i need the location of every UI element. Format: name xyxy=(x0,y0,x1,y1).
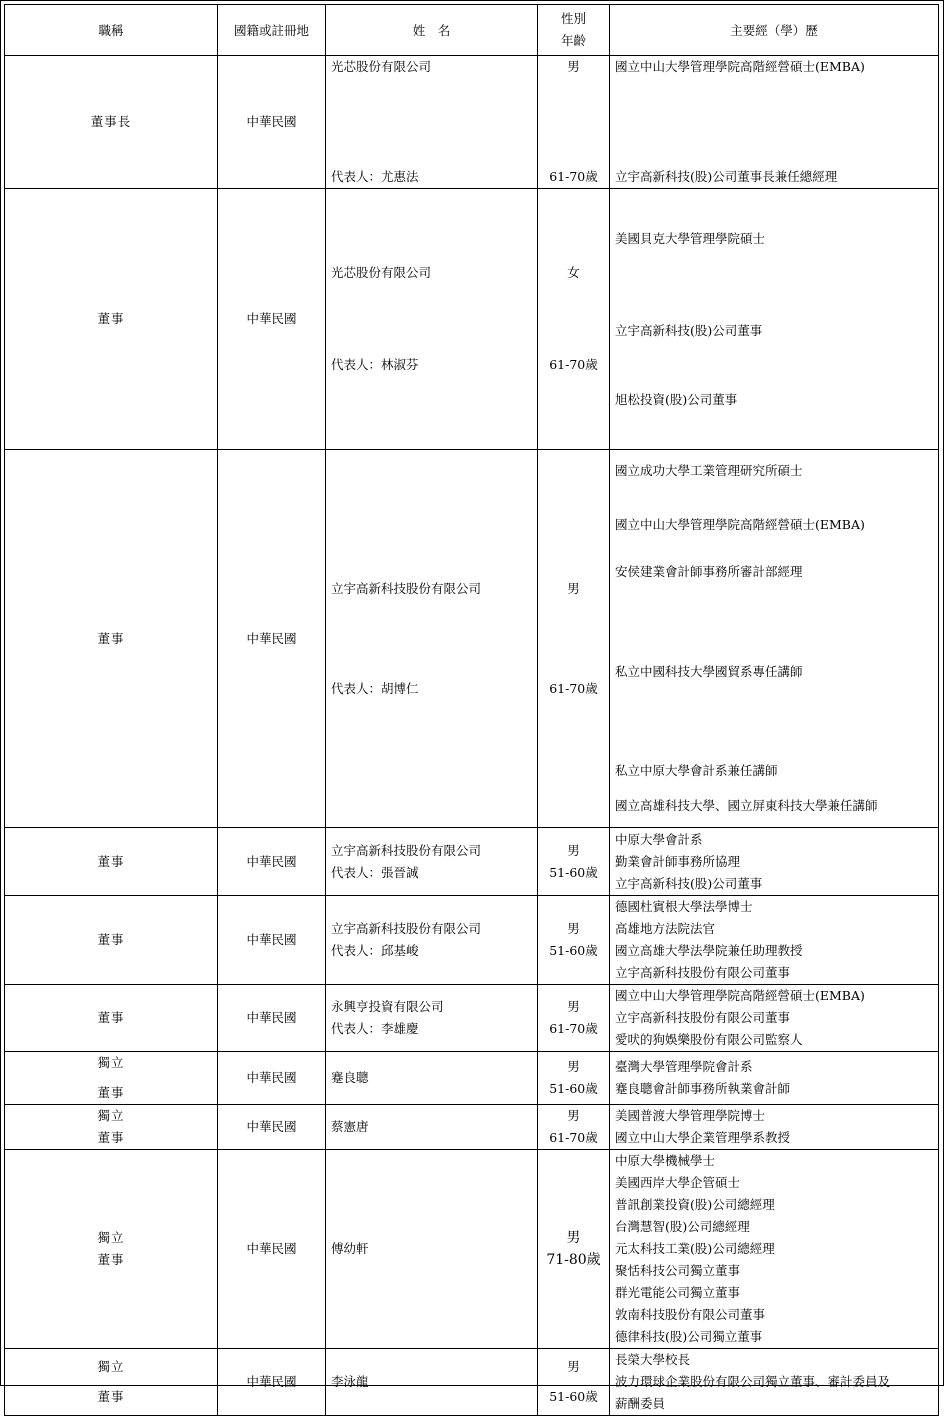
position-cell-line: 董事 xyxy=(97,853,125,869)
gender-age-cell-line: 男 xyxy=(566,1230,581,1246)
table-row xyxy=(5,450,939,828)
gender-age-cell-line: 男 xyxy=(567,1059,580,1074)
gender-age-cell xyxy=(538,450,610,828)
gender-age-cell-line: 51-60歲 xyxy=(549,1389,598,1404)
name-cell-line: 代表人：林淑芬 xyxy=(331,357,419,372)
experience-cell xyxy=(610,896,939,985)
position-cell-line: 獨立 xyxy=(97,1359,125,1374)
experience-cell-line: 德律科技(股)公司獨立董事 xyxy=(615,1329,763,1344)
position-cell-line: 董事 xyxy=(97,1085,125,1100)
experience-cell-line: 聚恬科技公司獨立董事 xyxy=(615,1263,741,1278)
experience-cell-line: 立宇高新科技(股)公司董事 xyxy=(615,875,763,891)
nationality-cell xyxy=(218,1052,326,1105)
position-cell-line: 董事 xyxy=(97,311,125,326)
position-cell xyxy=(5,56,218,189)
gender-age-cell-line: 男 xyxy=(567,1108,580,1123)
name-cell-line: 代表人：張晉誠 xyxy=(331,864,419,880)
name-cell-line: 代表人：李雄慶 xyxy=(331,1021,419,1036)
nationality-cell-line: 中華民國 xyxy=(246,932,297,947)
name-cell-line: 傅幼軒 xyxy=(331,1241,369,1256)
name-cell-line xyxy=(331,111,537,133)
experience-cell-line: 波力環球企業股份有限公司獨立董事、審計委員及 xyxy=(615,1374,891,1389)
header-gender: 性別 xyxy=(560,11,586,26)
experience-cell-line: 安侯建業會計師事務所審計部經理 xyxy=(615,564,803,579)
gender-age-cell xyxy=(538,896,610,985)
experience-cell-line: 蹇良聰會計師事務所執業會計師 xyxy=(615,1081,791,1096)
position-cell xyxy=(5,828,218,896)
position-cell-line: 董事 xyxy=(97,1130,125,1145)
experience-cell-line: 國立中山大學管理學院高階經營碩士(EMBA) xyxy=(615,988,865,1003)
table-row xyxy=(5,56,939,189)
nationality-cell-line: 中華民國 xyxy=(246,1374,297,1389)
table-row xyxy=(5,896,939,985)
experience-cell-line: 國立成功大學工業管理研究所碩士 xyxy=(615,463,803,478)
nationality-cell xyxy=(218,828,326,896)
name-cell xyxy=(326,1349,538,1416)
gender-age-cell-line: 男 xyxy=(567,1359,580,1374)
nationality-cell-line: 中華民國 xyxy=(246,1070,297,1085)
position-cell xyxy=(5,985,218,1052)
header-age: 年齡 xyxy=(560,33,586,48)
nationality-cell xyxy=(218,189,326,450)
position-cell xyxy=(5,189,218,450)
position-cell-line: 獨立 xyxy=(97,1055,125,1070)
name-cell-line: 立宇高新科技股份有限公司 xyxy=(331,921,482,936)
nationality-cell-line: 中華民國 xyxy=(246,311,297,326)
name-cell xyxy=(326,985,538,1052)
position-cell xyxy=(5,450,218,828)
name-cell-line: 永興亨投資有限公司 xyxy=(331,999,444,1014)
nationality-cell xyxy=(218,896,326,985)
gender-age-cell-line: 男 xyxy=(567,921,580,936)
experience-cell-line: 臺灣大學管理學院會計系 xyxy=(615,1059,753,1074)
experience-cell-line: 薪酬委員 xyxy=(615,1396,666,1411)
name-cell-line: 立宇高新科技股份有限公司 xyxy=(331,842,482,858)
nationality-cell xyxy=(218,1349,326,1416)
table-row xyxy=(5,828,939,896)
experience-cell-line: 美國普渡大學管理學院博士 xyxy=(615,1108,766,1123)
position-cell xyxy=(5,1105,218,1150)
experience-cell xyxy=(610,985,939,1052)
experience-cell-line: 普訊創業投資(股)公司總經理 xyxy=(615,1197,775,1212)
header-name: 姓 名 xyxy=(326,5,538,56)
experience-cell-line: 國立高雄大學法學院兼任助理教授 xyxy=(615,943,803,958)
gender-age-cell-line: 61-70歲 xyxy=(549,1130,598,1145)
gender-age-cell-line xyxy=(538,111,609,133)
experience-cell-line: 敦南科技股份有限公司董事 xyxy=(615,1307,766,1322)
position-cell-line: 董事 xyxy=(97,1252,125,1267)
name-cell xyxy=(326,450,538,828)
name-cell-line: 代表人：邱基峻 xyxy=(331,943,419,958)
gender-age-cell-line: 61-70歲 xyxy=(549,169,598,184)
gender-age-cell xyxy=(538,1052,610,1105)
name-cell-line: 代表人：胡博仁 xyxy=(331,680,419,696)
gender-age-cell-line: 71-80歲 xyxy=(546,1252,601,1268)
name-cell-line: 立宇高新科技股份有限公司 xyxy=(331,580,482,596)
name-cell xyxy=(326,828,538,896)
position-cell-line: 獨立 xyxy=(97,1230,125,1245)
gender-age-cell xyxy=(538,985,610,1052)
experience-cell-line: 國立高雄科技大學、國立屏東科技大學兼任講師 xyxy=(615,798,878,813)
gender-age-cell-line: 51-60歲 xyxy=(549,864,598,880)
position-cell xyxy=(5,1349,218,1416)
experience-cell-line xyxy=(615,111,938,133)
experience-cell-line: 元太科技工業(股)公司總經理 xyxy=(615,1241,775,1256)
position-cell-line: 董事 xyxy=(97,1389,125,1404)
name-cell-line: 代表人：尤惠法 xyxy=(331,169,419,184)
gender-age-cell xyxy=(538,1105,610,1150)
position-cell xyxy=(5,1150,218,1349)
name-cell-line: 李泳龍 xyxy=(331,1374,369,1389)
experience-cell-line: 中原大學機械學士 xyxy=(615,1153,716,1168)
position-cell-line: 獨立 xyxy=(97,1108,125,1123)
experience-cell-line: 群光電能公司獨立董事 xyxy=(615,1285,741,1300)
nationality-cell-line: 中華民國 xyxy=(246,630,297,646)
table-row xyxy=(5,1105,939,1150)
table-body xyxy=(5,56,939,1416)
gender-age-cell-line: 61-70歲 xyxy=(549,680,598,696)
experience-cell-line: 私立中原大學會計系兼任講師 xyxy=(615,763,778,778)
experience-cell-line: 勤業會計師事務所協理 xyxy=(615,853,741,869)
experience-cell-line: 私立中國科技大學國貿系專任講師 xyxy=(615,664,803,679)
experience-cell-line: 立宇高新科技股份有限公司董事 xyxy=(615,965,791,980)
experience-cell-line: 國立中山大學管理學院高階經營碩士(EMBA) xyxy=(615,59,865,74)
nationality-cell xyxy=(218,1150,326,1349)
gender-age-cell xyxy=(538,828,610,896)
experience-cell-line: 國立中山大學企業管理學系教授 xyxy=(615,1130,791,1145)
table-row xyxy=(5,985,939,1052)
position-cell-line: 董事 xyxy=(97,932,125,947)
gender-age-cell-line: 61-70歲 xyxy=(549,357,598,372)
experience-cell xyxy=(610,1052,939,1105)
nationality-cell xyxy=(218,1105,326,1150)
experience-cell xyxy=(610,1150,939,1349)
nationality-cell xyxy=(218,450,326,828)
experience-cell-line: 立宇高新科技股份有限公司董事 xyxy=(615,1010,791,1025)
name-cell xyxy=(326,1105,538,1150)
gender-age-cell-line: 女 xyxy=(567,265,580,280)
gender-age-cell xyxy=(538,1150,610,1349)
nationality-cell-line: 中華民國 xyxy=(246,1010,297,1025)
nationality-cell-line: 中華民國 xyxy=(246,853,297,869)
nationality-cell-line: 中華民國 xyxy=(246,114,297,129)
table-row xyxy=(5,1349,939,1416)
name-cell-line: 蹇良聰 xyxy=(331,1070,369,1085)
experience-cell-line: 立宇高新科技(股)公司董事 xyxy=(615,322,763,338)
header-row xyxy=(5,5,939,56)
name-cell xyxy=(326,189,538,450)
nationality-cell xyxy=(218,56,326,189)
table-row xyxy=(5,1052,939,1105)
experience-cell xyxy=(610,1105,939,1150)
header-title: 職稱 xyxy=(5,5,218,56)
gender-age-cell-line: 51-60歲 xyxy=(549,943,598,958)
experience-cell xyxy=(610,189,939,450)
nationality-cell xyxy=(218,985,326,1052)
name-cell-line: 光芯股份有限公司 xyxy=(331,59,432,74)
experience-cell xyxy=(610,56,939,189)
experience-cell-line: 中原大學會計系 xyxy=(615,831,703,847)
name-cell xyxy=(326,1052,538,1105)
experience-cell-line: 高雄地方法院法官 xyxy=(615,921,716,936)
position-cell-line: 董事長 xyxy=(90,114,132,129)
position-cell xyxy=(5,1052,218,1105)
nationality-cell-line: 中華民國 xyxy=(246,1241,297,1256)
header-gender-age xyxy=(538,5,610,56)
position-cell xyxy=(5,896,218,985)
experience-cell-line: 旭松投資(股)公司董事 xyxy=(615,391,738,407)
nationality-cell-line: 中華民國 xyxy=(246,1119,297,1134)
header-experience: 主要經（學）歷 xyxy=(610,5,939,56)
position-cell-line: 董事 xyxy=(97,1010,125,1025)
experience-cell-line: 長榮大學校長 xyxy=(615,1352,691,1367)
gender-age-cell-line: 男 xyxy=(567,842,580,858)
gender-age-cell xyxy=(538,189,610,450)
table-row xyxy=(5,1150,939,1349)
experience-cell xyxy=(610,1349,939,1416)
name-cell xyxy=(326,56,538,189)
gender-age-cell-line: 男 xyxy=(567,999,580,1014)
name-cell-line: 蔡憲唐 xyxy=(331,1119,369,1134)
experience-cell-line: 美國西岸大學企管碩士 xyxy=(615,1175,741,1190)
experience-cell-line: 立宇高新科技(股)公司董事長兼任總經理 xyxy=(615,169,838,184)
gender-age-cell-line: 61-70歲 xyxy=(549,1021,598,1036)
experience-cell-line: 美國貝克大學管理學院碩士 xyxy=(615,230,766,246)
name-cell-line: 光芯股份有限公司 xyxy=(331,265,432,280)
gender-age-cell-line: 男 xyxy=(567,580,580,596)
gender-age-cell xyxy=(538,56,610,189)
table-row xyxy=(5,189,939,450)
gender-age-cell-line: 51-60歲 xyxy=(549,1081,598,1096)
header-nationality: 國籍或註冊地 xyxy=(218,5,326,56)
experience-cell-line: 德國杜賓根大學法學博士 xyxy=(615,899,753,914)
experience-cell-line: 國立中山大學管理學院高階經營碩士(EMBA) xyxy=(615,517,865,532)
experience-cell xyxy=(610,450,939,828)
experience-cell-line: 台灣慧智(股)公司總經理 xyxy=(615,1219,750,1234)
directors-table xyxy=(4,4,939,1416)
position-cell-line: 董事 xyxy=(97,630,125,646)
name-cell xyxy=(326,1150,538,1349)
experience-cell xyxy=(610,828,939,896)
gender-age-cell xyxy=(538,1349,610,1416)
experience-cell-line: 愛吠的狗娛樂股份有限公司監察人 xyxy=(615,1032,803,1047)
gender-age-cell-line: 男 xyxy=(567,59,580,74)
name-cell xyxy=(326,896,538,985)
